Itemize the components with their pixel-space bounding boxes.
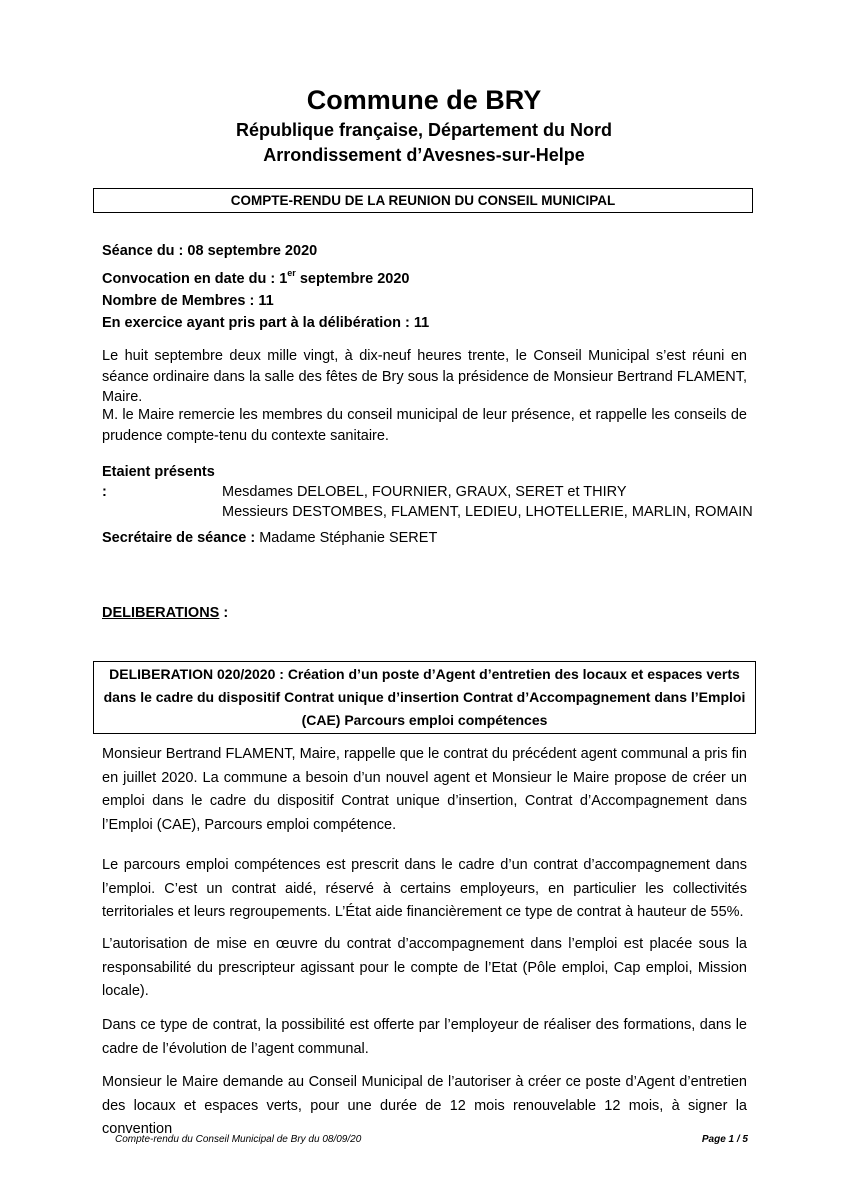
deliberation-title-box: DELIBERATION 020/2020 : Création d’un poste d’Agent d’entretien des locaux et espaces verts dans le cadre du dispositif Contrat unique d’insertion Contrat d’Accompagnement dans l’Emploi (CAE) Parcours emploi compétences xyxy=(93,661,756,734)
republique-subtitle: République française, Département du Nord xyxy=(235,120,613,140)
body-paragraph-2: Le parcours emploi compétences est prescrit dans le cadre d’un contrat d’accompagnement dans l’emploi. C’est un contrat aidé, réservé à certains employeurs, en particulier les collectivités territoriales et leurs regroupements. L’État aide financièrement ce type de contrat à hauteur de 55%. xyxy=(102,857,747,920)
member-count: Nombre de Membres : 11 xyxy=(102,292,274,309)
presents-mesdames: Mesdames DELOBEL, FOURNIER, GRAUX, SERET et THIRY xyxy=(222,484,627,500)
body-paragraph-3: L’autorisation de mise en œuvre du contrat d’accompagnement dans l’emploi est placée sous la responsabilité du prescripteur agissant pour le compte de l’Etat (Pôle emploi, Cap emploi, Mission locale). xyxy=(102,936,747,999)
intro-paragraph: Le huit septembre deux mille vingt, à dix-neuf heures trente, le Conseil Municipal s’est réuni en séance ordinaire dans la salle des fêtes de Bry sous la présidence de Monsieur Bertrand FLAMENT, Maire. xyxy=(102,348,747,406)
body-paragraph-4: Dans ce type de contrat, la possibilité est offerte par l’employeur de réaliser des formations, dans le cadre de l’évolution de l’agent communal. xyxy=(102,1017,747,1057)
secretaire-seance xyxy=(102,530,437,546)
body-paragraph-5: Monsieur le Maire demande au Conseil Municipal de l’autoriser à créer ce poste d’Agent d’entretien des locaux et espaces verts, pour une durée de 12 mois renouvelable 12 mois, à signer la convention xyxy=(102,1074,747,1137)
meeting-details xyxy=(102,240,429,335)
presents-list xyxy=(102,462,753,522)
presents-messieurs: Messieurs DESTOMBES, FLAMENT, LEDIEU, LHOTELLERIE, MARLIN, ROMAIN xyxy=(222,504,753,520)
secretaire-name: Madame Stéphanie SERET xyxy=(259,530,438,546)
footer-caption: Compte-rendu du Conseil Municipal de Bry du 08/09/20 xyxy=(115,1134,362,1145)
arrondissement-subtitle: Arrondissement d’Avesnes-sur-Helpe xyxy=(263,145,585,165)
intro-remerciement-paragraph: M. le Maire remercie les membres du conseil municipal de leur présence, et rappelle les conseils de prudence compte-tenu du contexte sanitaire. xyxy=(102,407,747,444)
convocation-date: Convocation en date du : 1er septembre 2020 xyxy=(102,267,410,287)
seance-date: Séance du : 08 septembre 2020 xyxy=(102,243,318,259)
page-footer xyxy=(115,1134,748,1145)
secretaire-label: Secrétaire de séance : xyxy=(102,530,256,546)
compte-rendu-title-box: COMPTE-RENDU DE LA REUNION DU CONSEIL MUNICIPAL xyxy=(93,188,753,213)
deliberations-heading: DELIBERATIONS : xyxy=(102,605,229,621)
presents-label: Etaient présents : xyxy=(102,464,215,500)
commune-title: Commune de BRY xyxy=(306,85,542,115)
document-header xyxy=(0,82,848,168)
body-paragraph-1: Monsieur Bertrand FLAMENT, Maire, rappelle que le contrat du précédent agent communal a pris fin en juillet 2020. La commune a besoin d’un nouvel agent et Monsieur le Maire propose de créer un emploi dans le cadre du dispositif Contrat unique d’insertion, Contrat d’Accompagnement dans l’Emploi (CAE), Parcours emploi compétence. xyxy=(102,746,747,833)
exercice-count: En exercice ayant pris part à la délibération : 11 xyxy=(102,315,430,332)
page-number: Page 1 / 5 xyxy=(701,1134,748,1145)
